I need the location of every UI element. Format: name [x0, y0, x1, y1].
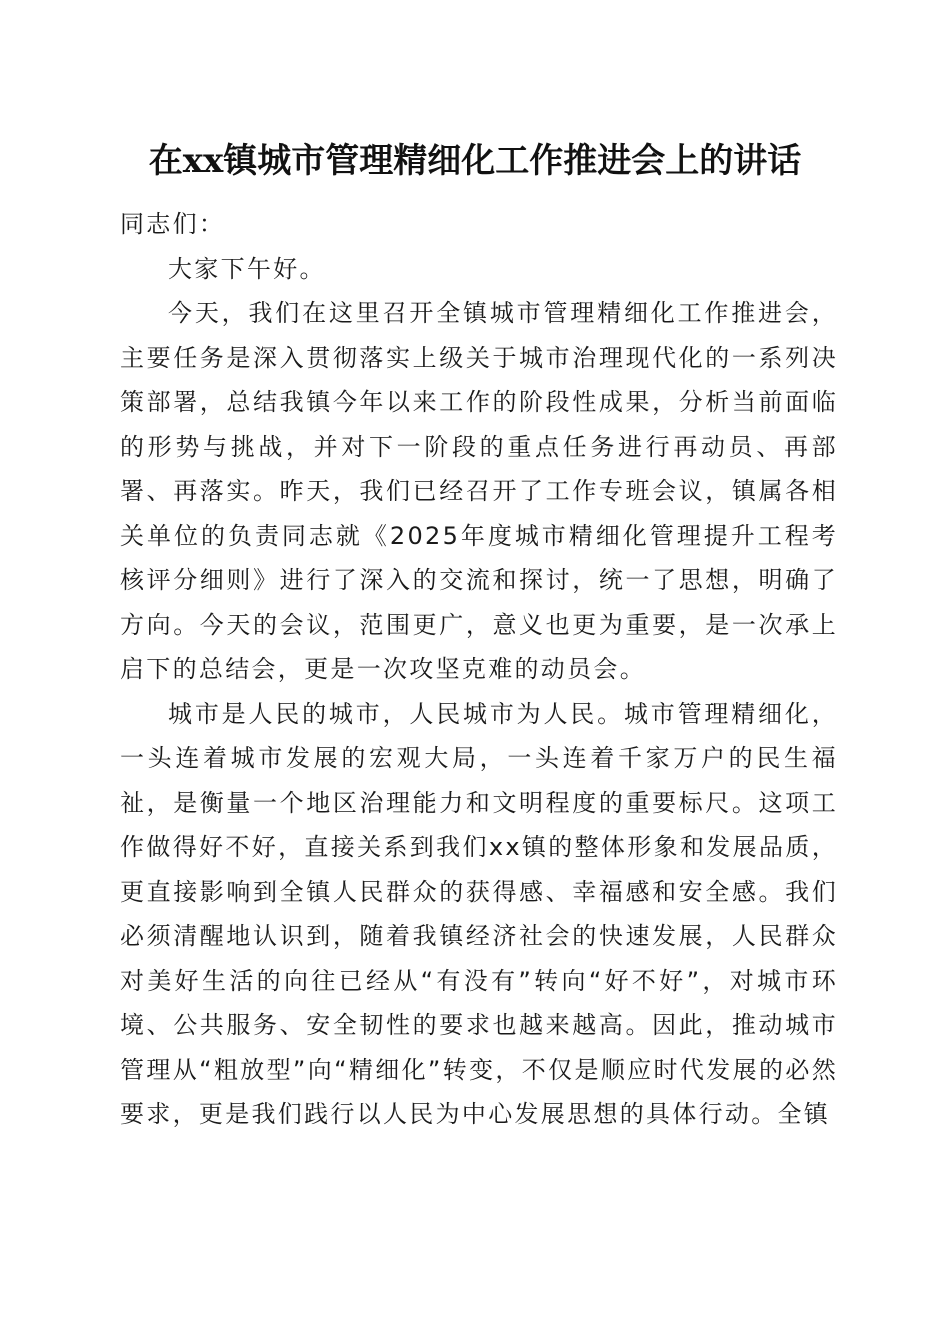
paragraph-people-city: 城市是人民的城市，人民城市为人民。城市管理精细化，一头连着城市发展的宏观大局，一头连着千家万户的民生福祉，是衡量一个地区治理能力和文明程度的重要标尺。这项工作做得好不好，直接关系到我们xx镇的整体形象和发展品质，更直接影响到全镇人民群众的获得感、幸福感和安全感。我们必须清醒地认识到，随着我镇经济社会的快速发展，人民群众对美好生活的向往已经从“有没有”转向“好不好”，对城市环境、公共服务、安全韧性的要求也越来越高。因此，推动城市管理从“粗放型”向“精细化”转变，不仅是顺应时代发展的必然要求，更是我们践行以人民为中心发展思想的具体行动。全镇 [120, 699, 838, 1128]
document-title: 在xx镇城市管理精细化工作推进会上的讲话 [148, 141, 802, 181]
document-body [120, 202, 838, 1137]
paragraph-greeting: 大家下午好。 [168, 254, 326, 283]
salutation: 同志们： [120, 210, 226, 238]
paragraph-meeting-purpose: 今天，我们在这里召开全镇城市管理精细化工作推进会，主要任务是深入贯彻落实上级关于城市治理现代化的一系列决策部署，总结我镇今年以来工作的阶段性成果，分析当前面临的形势与挑战，并对下一阶段的重点任务进行再动员、再部署、再落实。昨天，我们已经召开了工作专班会议，镇属各相关单位的负责同志就《2025年度城市精细化管理提升工程考核评分细则》进行了深入的交流和探讨，统一了思想，明确了方向。今天的会议，范围更广，意义也更为重要，是一次承上启下的总结会，更是一次攻坚克难的动员会。 [120, 299, 838, 683]
